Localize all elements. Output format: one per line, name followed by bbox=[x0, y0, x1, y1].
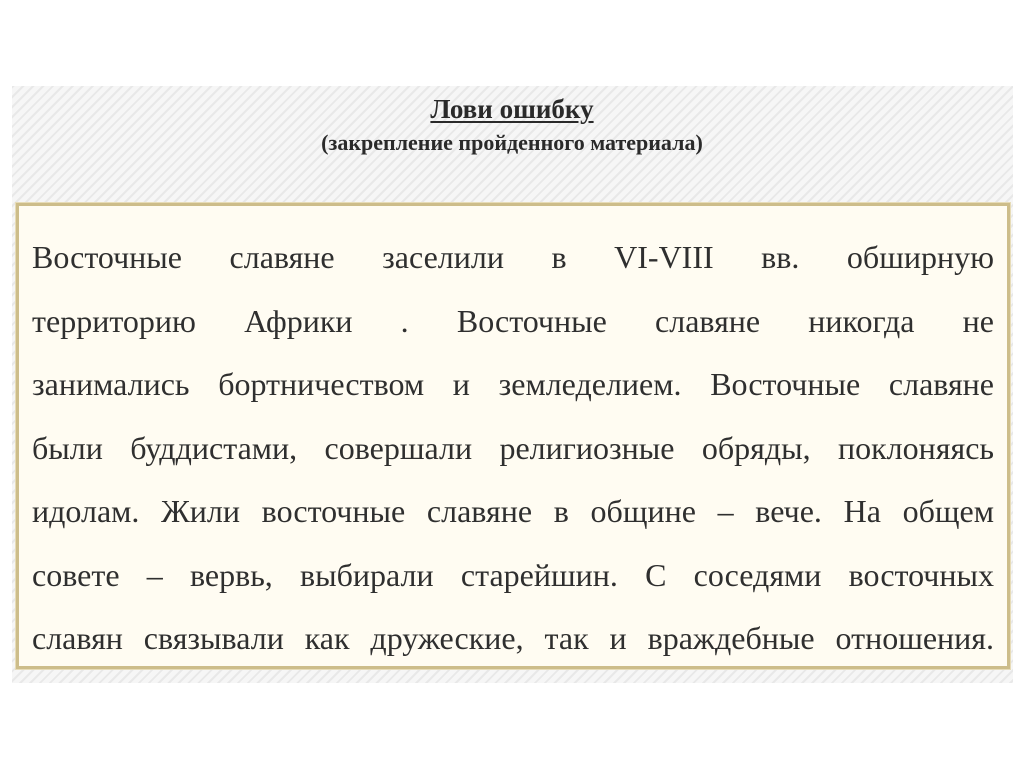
paragraph-line: занимались бортничеством и земледелием. Восточные славяне bbox=[32, 366, 994, 402]
exercise-text-box bbox=[16, 203, 1010, 669]
slide-subtitle: (закрепление пройденного материала) bbox=[321, 130, 703, 155]
paragraph-line: территорию Африки . Восточные славяне никогда не bbox=[32, 302, 994, 339]
paragraph-line: Восточные славяне заселили в VI-VIII вв. обширную bbox=[32, 239, 994, 275]
slide-title: Лови ошибку bbox=[430, 94, 594, 124]
slide-heading bbox=[0, 92, 1024, 158]
paragraph-line: идолам. Жили восточные славяне в общине – вече. На общем bbox=[32, 493, 994, 529]
paragraph-line: были буддистами, совершали религиозные обряды, поклоняясь bbox=[32, 429, 994, 466]
paragraph-line: славян связывали как дружеские, так и враждебные отношения. bbox=[32, 620, 994, 656]
paragraph-line: совете – вервь, выбирали старейшин. С соседями восточных bbox=[32, 556, 994, 593]
exercise-paragraph bbox=[32, 226, 994, 671]
